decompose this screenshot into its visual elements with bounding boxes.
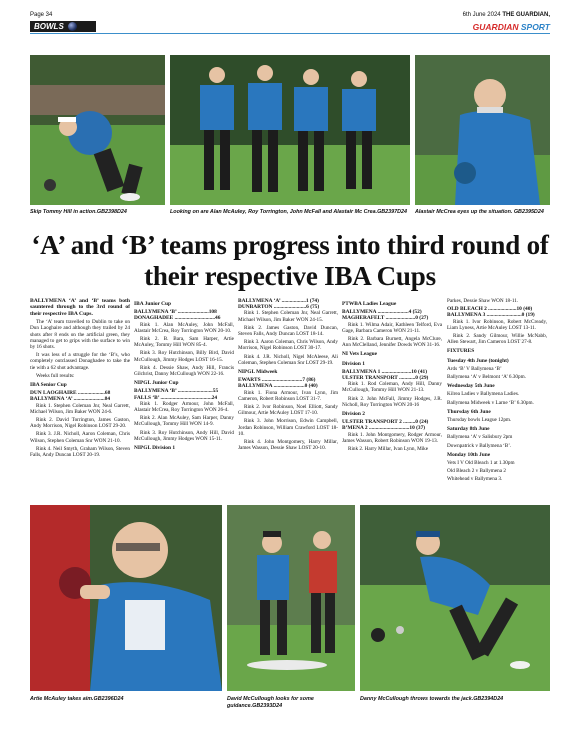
paragraph: Rink 1. Rodger Armour, John McFall, Alastair McCrea, Roy Torrington WON 26-4. xyxy=(134,400,234,414)
subheading: Wednesday 5th June xyxy=(447,383,495,390)
column-1 xyxy=(30,298,130,460)
paragraph: Weeks full results: xyxy=(36,372,75,379)
paragraph: Rink 4. John Montgomery, Harry Millar, James Wasson, Dessie Shaw LOST 20-10. xyxy=(238,439,338,452)
section-label: BOWLS xyxy=(34,22,64,31)
subheading: Saturday 8th June xyxy=(447,426,490,433)
result-line: BALLYMENA ‘B’ ..........................55 xyxy=(134,388,219,395)
paragraph: Rink 3. John Morrison, Edwin Campbell, Jordan Robinson, William Crawford LOST 18-10. xyxy=(238,418,338,437)
paragraph: Thursday bowls League 12pm. xyxy=(447,417,512,424)
paragraph: Rink 1. Rod Coleman, Andy Hill, Danny McCullough, Tommy Hill WON 21-13. xyxy=(342,381,442,394)
result-line: BALLYMENA 1 ......................10 (41) xyxy=(342,368,428,375)
result-line: BALLYMENA ‘B’ .......................108 xyxy=(134,309,217,316)
paragraph: Rink 2. Barbara Burnett, Angela McClure, Ann McClelland, Jennifer Dowds WON 31-16. xyxy=(342,336,442,349)
issue-date xyxy=(463,12,550,18)
paragraph: Rink 4. J.R. Nicholl, Nigel McAleese, Ali Coleman, Stephen Coleman Snr LOST 29-19. xyxy=(238,353,338,366)
paragraph: The ‘A’ team travelled to Dublin to take on Dun Laoghaire and although they trailed by 24 shots after 8 ends on the artificial green, they managed to get to grips with the surface to win by 16 shots. xyxy=(30,319,130,351)
subheading: Division 2 xyxy=(342,411,365,418)
result-line: OLD BLEACH 2 .....................10 (40) xyxy=(447,306,533,313)
section-tab xyxy=(30,21,96,32)
paragraph: Downpatrick v Ballymena ‘B’. xyxy=(447,442,512,449)
paragraph: Rink 1. John Montgomery, Rodger Armour, James Wasson, Robert Robinson WON 19-13. xyxy=(342,431,442,444)
bowl-icon xyxy=(68,22,77,31)
paragraph: Rink 2. David Torrington, James Gaston, Andy Morrison, Nigel Robinson LOST 29-20. xyxy=(30,417,130,430)
subheading: PTWBA Ladies League xyxy=(342,301,397,307)
subheading: NIPGL Junior Cup xyxy=(134,380,179,387)
subheading: NI Vets League xyxy=(342,351,378,358)
subheading: Division 1 xyxy=(342,360,365,367)
paragraph: Rink 1. Stephen Coleman Jnr, Neal Garrett, Michael Wilson, Jim Baker WON 24-15. xyxy=(238,310,338,323)
paragraph: Parkes, Dessie Shaw WON 18-11. xyxy=(447,298,519,304)
result-line: ULSTER TRANSPORT 2 .........0 (24) xyxy=(342,419,429,426)
caption-photo-2: Looking on are Alan McAuley, Roy Torrington, John McFall and Alastair Mc Crea.GB2397D24 xyxy=(170,209,408,215)
paragraph: Rink 3. Roy Hutchinson, Andy Hill, David McCullough, Jimmy Hodges WON 15-11. xyxy=(134,429,234,442)
paragraph: Rink 2. Alan McAuley, Sam Harper, Danny McCullough, Tommy Hill WON 14-9. xyxy=(134,415,234,428)
paragraph: Rink 2. B. Bara, Sam Harper, Artie McAuley, Tommy Hill WON 85-4. xyxy=(134,336,234,349)
subheading: NIPGL Division 1 xyxy=(134,445,176,452)
caption-photo-5: David McCullough looks for some guidance.GB2393D24 xyxy=(227,696,314,709)
page-number: Page 34 xyxy=(30,12,53,18)
fixtures-heading: FIXTURES xyxy=(447,348,475,355)
paragraph: Rink 1. Alan McAuley, John McFall, Alastair McCrea, Roy Torrington WON 20-10. xyxy=(134,321,234,334)
subheading: IBA Junior Cup xyxy=(134,301,172,307)
caption-photo-6: Danny McCullough throws towards the jack.GB2394D24 xyxy=(360,696,504,702)
caption-photo-1: Skip Tommy Hill in action.GB2398D24 xyxy=(30,209,127,215)
paragraph: Rink 2. Ivor Robinson, Noel Elliott, Sandy Gilmour, Artie McAuley LOST 17-10. xyxy=(238,404,338,417)
result-line: ULSTER TRANSPORT ............0 (29) xyxy=(342,375,429,382)
result-line: EWARTS ..............................7 (86) xyxy=(238,377,316,384)
paragraph: Rink 3. J.R. Nicholl, Aaron Coleman, Chris Wilson, Stephen Coleman Snr WON 21-10. xyxy=(30,431,130,444)
result-line: BALLYMENA .......................4 (52) xyxy=(342,309,422,316)
photo-david-mccullough xyxy=(227,505,355,691)
paragraph: Rink 3. Roy Hutchinson, Billy Bird, David McCullough, Jimmy Hodges LOST 16-15. xyxy=(134,350,234,363)
paper-name: THE GUARDIAN, xyxy=(502,12,550,18)
paragraph: Vets I V Old Bleach 1 at 1.30pm xyxy=(447,460,515,467)
brand-sport: SPORT xyxy=(520,22,550,32)
result-line: DONAGHADEE ..............................46 xyxy=(134,315,221,322)
result-line: BALLYMENA ‘A’ ..................1 (74) xyxy=(238,298,319,304)
subheading: Monday 10th June xyxy=(447,451,491,458)
paragraph: Rink 2. Harry Millar, Ivan Lynn, Mike xyxy=(348,446,429,453)
subheading: Thursday 6th June xyxy=(447,408,491,415)
caption-photo-3: Alastair McCrea eyes up the situation. GB2395D24 xyxy=(415,209,544,215)
brand-logo xyxy=(473,22,550,32)
paragraph: Rink 2. Sandy Gilmour, Willie McNabb, Allen Stewart, Jim Cameron LOST 27-8. xyxy=(447,333,547,346)
paragraph: Rink 1. Ivor Robinson, Robert McCready, Liam Lyness, Artie McAuley LOST 13-11. xyxy=(447,318,547,331)
column-4 xyxy=(342,298,442,454)
paragraph: Rink 4. Dessie Shaw, Andy Hill, Francis Gilchrist, Danny McCullough WON 22-16. xyxy=(134,364,234,378)
paragraph: Whitehead v Ballymena 3. xyxy=(447,476,503,483)
photo-skip-tommy-hill xyxy=(30,55,165,205)
subheading: IBA Senior Cup xyxy=(30,382,67,389)
paragraph: Ballymena ‘A’ v Salisbury 2pm xyxy=(447,434,513,441)
paragraph: Rink 3. Aaron Coleman, Chris Wilson, Andy Morrison, Nigel Robinson LOST 30-17. xyxy=(238,339,338,352)
column-2 xyxy=(134,298,234,453)
header-rule xyxy=(30,33,550,34)
date-text: 6th June 2024 xyxy=(462,12,501,18)
result-line: B’MENA 2 ..............................10 (37) xyxy=(342,425,426,432)
result-line: FALLS ‘B’ ......................................24 xyxy=(134,394,218,401)
subheading: NIPGL Midweek xyxy=(238,369,278,376)
result-line: DUNBARTON ........................6 (75) xyxy=(238,304,320,311)
photo-artie-mcauley xyxy=(30,505,222,691)
paragraph: It was less of a struggle for the ‘B’s, who completely outclassed Donaghadee to take the tie with a 62 shot advantage. xyxy=(30,352,130,371)
article-lede: BALLYMENA ‘A’ and ‘B’ teams both sauntered through to the 3rd round of their respective IBA Cups. xyxy=(30,298,130,317)
result-line: DUN LAOGHAIRE ....................68 xyxy=(30,390,111,397)
brand-guardian: GUARDIAN xyxy=(472,22,519,32)
paragraph: Rink 2. James Gaston, David Duncan, Steven Falls, Andy Duncan LOST 18-14. xyxy=(238,324,338,338)
paragraph: Rink 2. John McFall, Jimmy Hodges, J.R. Nicholl, Roy Torrington WON 20-16 xyxy=(342,395,442,408)
paragraph: Ballymena ‘A’ v Belmont ‘A’ 6.30pm. xyxy=(447,374,526,381)
paragraph: Rink 1. Fiona Armour, Ivan Lynn, Jim Cameron, Robert Robinson LOST 31-7. xyxy=(238,389,338,402)
result-line: BALLYMENA ‘A’ .......................84 xyxy=(30,396,111,403)
result-line: BALLYMENA .......................0 (40) xyxy=(238,383,318,390)
paragraph: Kilrea Ladies v Ballymena Ladies. xyxy=(447,391,520,398)
paragraph: Rink 4. Neil Smyth, Graham Wilson, Steven Falls, Andy Duncan LOST 20-19. xyxy=(30,445,130,459)
column-3 xyxy=(238,298,338,453)
photo-team-looking-on xyxy=(170,55,410,205)
paragraph: Rink 1. Wilma Adair, Kathleen Telford, Eva Gage, Barbara Cameron WON 21-11. xyxy=(342,321,442,334)
paragraph: Ballymena Midweek v Larne ‘B’ 6.30pm. xyxy=(447,399,534,406)
result-line: MAGHERAFELT ......................0 (27) xyxy=(342,315,429,322)
result-line: BALLYMENA 3 ..........................0 (19) xyxy=(447,312,535,319)
photo-alastair-mccrea xyxy=(415,55,550,205)
subheading: Tuesday 4th June (tonight) xyxy=(447,357,509,364)
photo-danny-mccullough xyxy=(360,505,550,691)
headline: ‘A’ and ‘B’ teams progress into third round of their respective IBA Cups xyxy=(31,230,549,291)
paragraph: Rink 1. Stephen Coleman Jnr, Neal Garrett, Michael Wilson, Jim Baker WON 24-6. xyxy=(30,402,130,415)
paragraph: Old Bleach 2 v Ballymena 2 xyxy=(447,468,506,475)
paragraph: Ards ‘B’ V Ballymena ‘B’ xyxy=(447,365,502,372)
column-5 xyxy=(447,298,547,485)
caption-photo-4: Artie McAuley takes aim.GB2396D24 xyxy=(30,696,124,702)
